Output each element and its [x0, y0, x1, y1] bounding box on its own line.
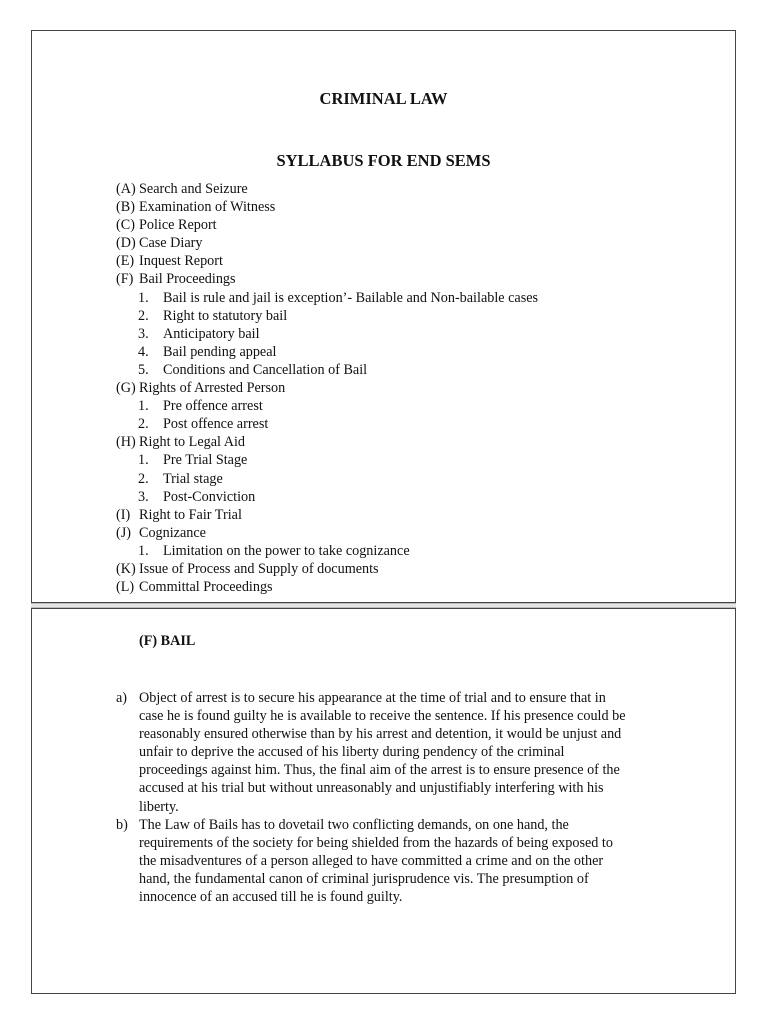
outline-sub-number: 1. [138, 398, 149, 415]
outline-item-g [116, 379, 538, 397]
outline-text: Police Report [139, 217, 217, 234]
outline-label: (L) [116, 579, 135, 596]
outline-label: (D) [116, 235, 136, 252]
outline-item-j [116, 524, 538, 542]
paragraph-text [139, 816, 691, 906]
outline-item-a [116, 180, 538, 198]
outline-text: Examination of Witness [139, 199, 276, 216]
outline-sub-text: Trial stage [163, 470, 223, 487]
outline-label: (J) [116, 524, 131, 541]
paragraph-line: The Law of Bails has to dovetail two conflicting demands, on one hand, the [139, 816, 569, 833]
paragraph-line: Object of arrest is to secure his appearance at the time of trial and to ensure that in [139, 690, 606, 706]
paragraph-line: accused at his trial but without unreasonably and unjustifiably interfering with his [139, 780, 604, 797]
outline-subitem [116, 470, 538, 488]
outline-subitem [116, 343, 538, 361]
paragraph-line: case he is found guilty he is available to receive the sentence. If his presence could be [139, 708, 626, 725]
outline-text: Search and Seizure [139, 181, 248, 197]
outline-text: Inquest Report [139, 253, 223, 270]
outline-subitem [116, 307, 538, 325]
outline-sub-number: 1. [138, 289, 149, 306]
outline-sub-number: 1. [138, 452, 149, 469]
paragraph-line: innocence of an accused till he is found guilty. [139, 889, 403, 906]
outline-text: Right to Legal Aid [139, 434, 246, 451]
outline-sub-number: 2. [138, 470, 149, 487]
outline-subitem [116, 289, 538, 307]
outline-label: (G) [116, 380, 136, 397]
outline-sub-number: 5. [138, 361, 149, 378]
section-heading-bail: (F) BAIL [139, 633, 196, 649]
outline-sub-text: Limitation on the power to take cognizance [163, 542, 410, 559]
outline-item-d [116, 234, 538, 252]
paragraph-line: reasonably ensured otherwise than by his arrest and detention, it would be unjust and [139, 726, 622, 743]
outline-text: Case Diary [139, 235, 203, 252]
outline-item-i [116, 506, 538, 524]
paragraph-text [139, 689, 691, 816]
outline-text: Bail Proceedings [139, 271, 236, 288]
paragraph-line: proceedings against him. Thus, the final aim of the arrest is to ensure presence of the [139, 762, 620, 779]
outline-item-e [116, 252, 538, 270]
outline-sub-text: Bail is rule and jail is exception’- Bailable and Non-bailable cases [163, 289, 539, 306]
outline-item-f [116, 270, 538, 288]
outline-label: (F) [116, 271, 134, 288]
outline-text: Right to Fair Trial [139, 506, 242, 523]
document-page-1 [31, 30, 736, 603]
outline-text: Committal Proceedings [139, 579, 273, 596]
paragraph-label: a) [116, 690, 128, 706]
outline-item-c [116, 216, 538, 234]
paragraph-line: hand, the fundamental canon of criminal jurisprudence vis. The presumption of [139, 870, 589, 887]
syllabus-heading: SYLLABUS FOR END SEMS [276, 151, 491, 170]
paragraph-line: liberty. [139, 798, 179, 815]
document-page-2 [31, 608, 736, 994]
outline-subitem [116, 451, 538, 469]
outline-text: Rights of Arrested Person [139, 380, 286, 397]
outline-sub-text: Pre Trial Stage [163, 452, 248, 469]
outline-subitem [116, 397, 538, 415]
paragraph-line: requirements of the society for being shielded from the hazards of being exposed to [139, 834, 613, 851]
outline-text: Cognizance [139, 524, 206, 541]
paragraph-b [116, 816, 691, 906]
outline-subitem [116, 325, 538, 343]
outline-sub-number: 1. [138, 542, 149, 559]
outline-label: (H) [116, 434, 136, 451]
outline-subitem [116, 361, 538, 379]
outline-sub-text: Anticipatory bail [163, 325, 260, 342]
outline-sub-number: 2. [138, 307, 149, 324]
outline-sub-text: Post offence arrest [163, 416, 269, 433]
outline-item-k [116, 560, 538, 578]
outline-sub-text: Pre offence arrest [163, 398, 263, 415]
outline-subitem [116, 542, 538, 560]
outline-subitem [116, 415, 538, 433]
outline-label: (C) [116, 217, 135, 234]
paragraph-label: b) [116, 816, 128, 833]
outline-sub-number: 3. [138, 488, 149, 505]
outline-label: (B) [116, 199, 135, 216]
outline-sub-text: Bail pending appeal [163, 343, 277, 360]
outline-label: (E) [116, 253, 135, 270]
outline-label: (A) [116, 181, 136, 197]
outline-text: Issue of Process and Supply of documents [139, 560, 379, 577]
outline-label: (K) [116, 560, 136, 577]
document-title: CRIMINAL LAW [319, 89, 448, 108]
paragraph-line: unfair to deprive the accused of his liberty during pendency of the criminal [139, 744, 565, 761]
syllabus-outline [116, 180, 538, 596]
paragraph-line: the misadventures of a person alleged to have committed a crime and on the other [139, 852, 604, 869]
bail-paragraph-list [116, 689, 691, 906]
outline-item-b [116, 198, 538, 216]
outline-item-h [116, 433, 538, 451]
outline-sub-text: Post-Conviction [163, 488, 256, 505]
outline-subitem [116, 488, 538, 506]
outline-label: (I) [116, 506, 131, 523]
outline-sub-number: 2. [138, 416, 149, 433]
outline-sub-text: Conditions and Cancellation of Bail [163, 361, 368, 378]
outline-item-l [116, 578, 538, 596]
paragraph-a [116, 689, 691, 816]
outline-sub-number: 4. [138, 343, 149, 360]
outline-sub-number: 3. [138, 325, 149, 342]
outline-sub-text: Right to statutory bail [163, 307, 288, 324]
